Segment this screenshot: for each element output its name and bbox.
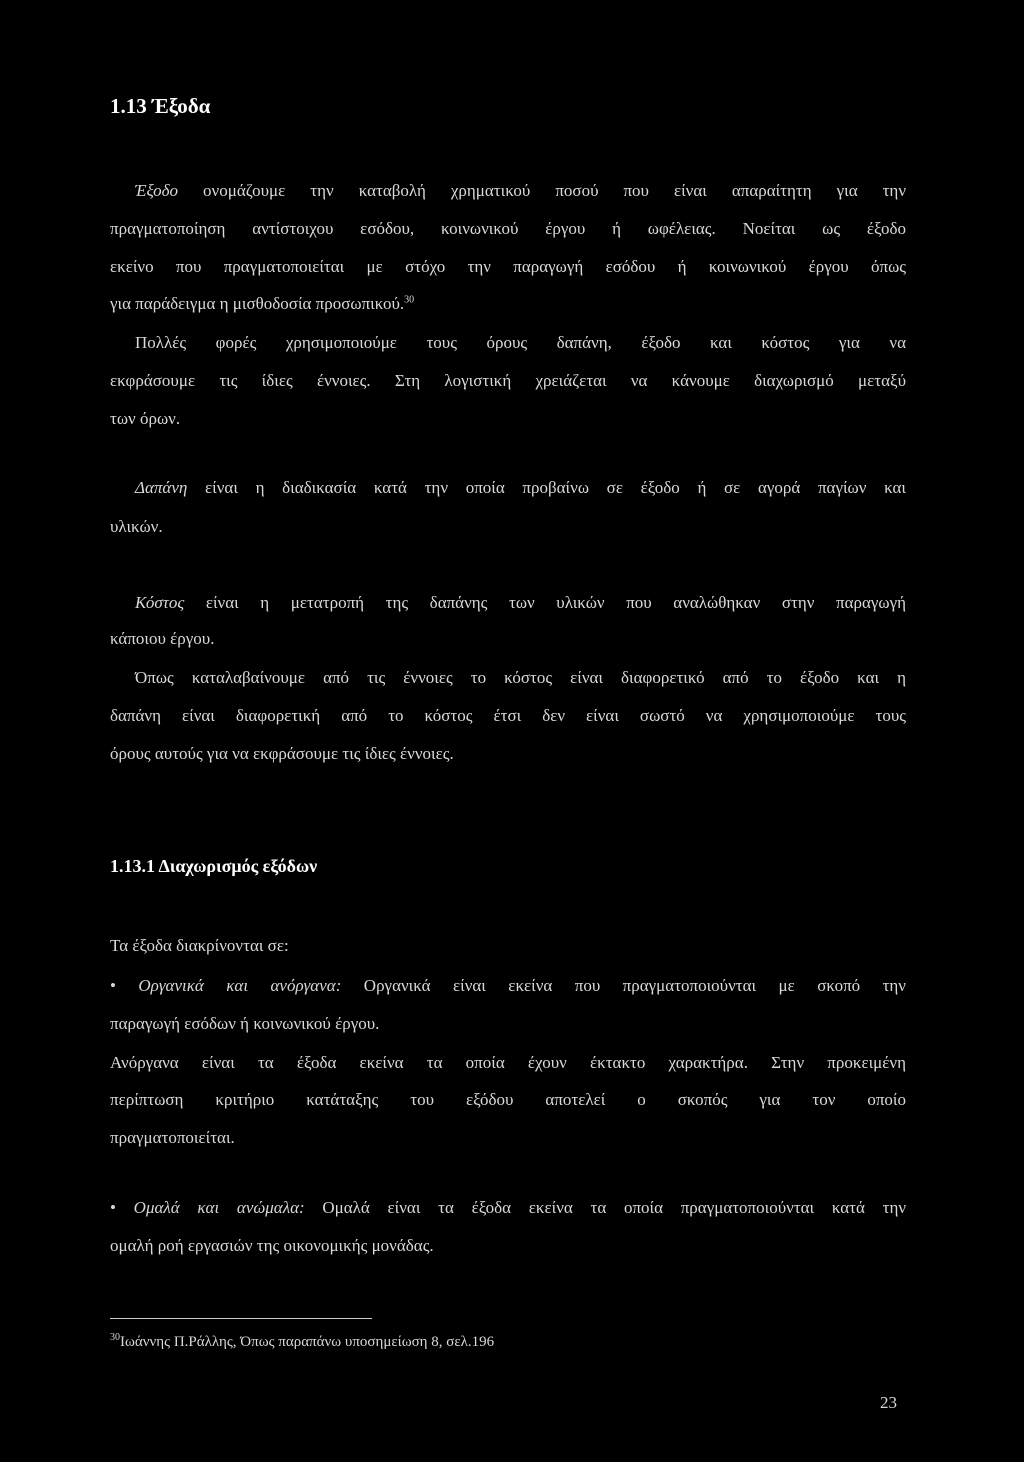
paragraph-line: κάποιου έργου. bbox=[110, 629, 215, 648]
text-span: για παράδειγμα η μισθοδοσία προσωπικού. bbox=[110, 294, 405, 313]
paragraph-line bbox=[135, 180, 906, 202]
bullet-term: Οργανικά και ανόργανα: bbox=[138, 976, 342, 995]
paragraph-line bbox=[110, 293, 414, 315]
paragraph-line: εκφράσουμε τις ίδιες έννοιες. Στη λογιστική χρειάζεται να κάνουμε διαχωρισμό μεταξύ bbox=[110, 371, 906, 390]
footnote-number: 30 bbox=[110, 1332, 120, 1343]
paragraph-line: όρους αυτούς για να εκφράσουμε τις ίδιες έννοιες. bbox=[110, 744, 454, 763]
paragraph-line: ομαλή ροή εργασιών της οικονομικής μονάδας. bbox=[110, 1236, 434, 1255]
intro-line: Τα έξοδα διακρίνονται σε: bbox=[110, 936, 289, 955]
paragraph-line: Όπως καταλαβαίνουμε από τις έννοιες το κόστος είναι διαφορετικό από το έξοδο και η bbox=[135, 668, 906, 687]
term-expenditure: Δαπάνη bbox=[135, 478, 188, 497]
paragraph-line: Πολλές φορές χρησιμοποιούμε τους όρους δαπάνη, έξοδο και κόστος για να bbox=[135, 333, 906, 352]
paragraph-line: πραγματοποίηση αντίστοιχου εσόδου, κοινωνικού έργου ή ωφέλειας. Νοείται ως έξοδο bbox=[110, 219, 906, 238]
bullet-icon: • bbox=[110, 976, 116, 995]
paragraph-line: περίπτωση κριτήριο κατάταξης του εξόδου αποτελεί ο σκοπός για τον οποίο bbox=[110, 1090, 906, 1109]
paragraph-line: υλικών. bbox=[110, 517, 163, 536]
paragraph-line bbox=[135, 592, 906, 614]
term-cost: Κόστος bbox=[135, 593, 185, 612]
footnote bbox=[110, 1331, 494, 1353]
footnote-text: Ιωάννης Π.Ράλλης, Όπως παραπάνω υποσημείωση 8, σελ.196 bbox=[120, 1334, 495, 1350]
paragraph-line: εκείνο που πραγματοποιείται με στόχο την παραγωγή εσόδου ή κοινωνικού έργου όπως bbox=[110, 257, 906, 276]
page-number: 23 bbox=[880, 1393, 897, 1412]
text-span: Ομαλά είναι τα έξοδα εκείνα τα οποία πραγματοποιούνται κατά την bbox=[322, 1198, 907, 1217]
bullet-item bbox=[110, 1197, 906, 1219]
paragraph-line: δαπάνη είναι διαφορετική από το κόστος έτσι δεν είναι σωστό να χρησιμοποιούμε τους bbox=[110, 706, 906, 725]
bullet-item bbox=[110, 975, 906, 997]
paragraph-line: των όρων. bbox=[110, 409, 181, 428]
bullet-term: Ομαλά και ανώμαλα: bbox=[133, 1198, 305, 1217]
paragraph-line bbox=[135, 477, 906, 499]
term-expense: Έξοδο bbox=[135, 181, 179, 200]
section-heading: 1.13 Έξοδα bbox=[110, 94, 211, 118]
paragraph-line: παραγωγή εσόδων ή κοινωνικού έργου. bbox=[110, 1014, 380, 1033]
paragraph-line: Ανόργανα είναι τα έξοδα εκείνα τα οποία έχουν έκτακτο χαρακτήρα. Στην προκειμένη bbox=[110, 1053, 906, 1072]
subsection-heading: 1.13.1 Διαχωρισμός εξόδων bbox=[110, 856, 318, 876]
footnote-ref: 30 bbox=[404, 294, 415, 306]
text-span: Οργανικά είναι εκείνα που πραγματοποιούνται με σκοπό την bbox=[363, 976, 906, 995]
paragraph-line: πραγματοποιείται. bbox=[110, 1128, 235, 1147]
footnote-divider bbox=[110, 1318, 372, 1319]
text-span: είναι η μετατροπή της δαπάνης των υλικών που αναλώθηκαν στην παραγωγή bbox=[205, 593, 906, 612]
bullet-icon: • bbox=[110, 1198, 116, 1217]
text-span: είναι η διαδικασία κατά την οποία προβαίνω σε έξοδο ή σε αγορά παγίων και bbox=[205, 478, 907, 497]
text-span: ονομάζουμε την καταβολή χρηματικού ποσού που είναι απαραίτητη για την bbox=[203, 181, 907, 200]
